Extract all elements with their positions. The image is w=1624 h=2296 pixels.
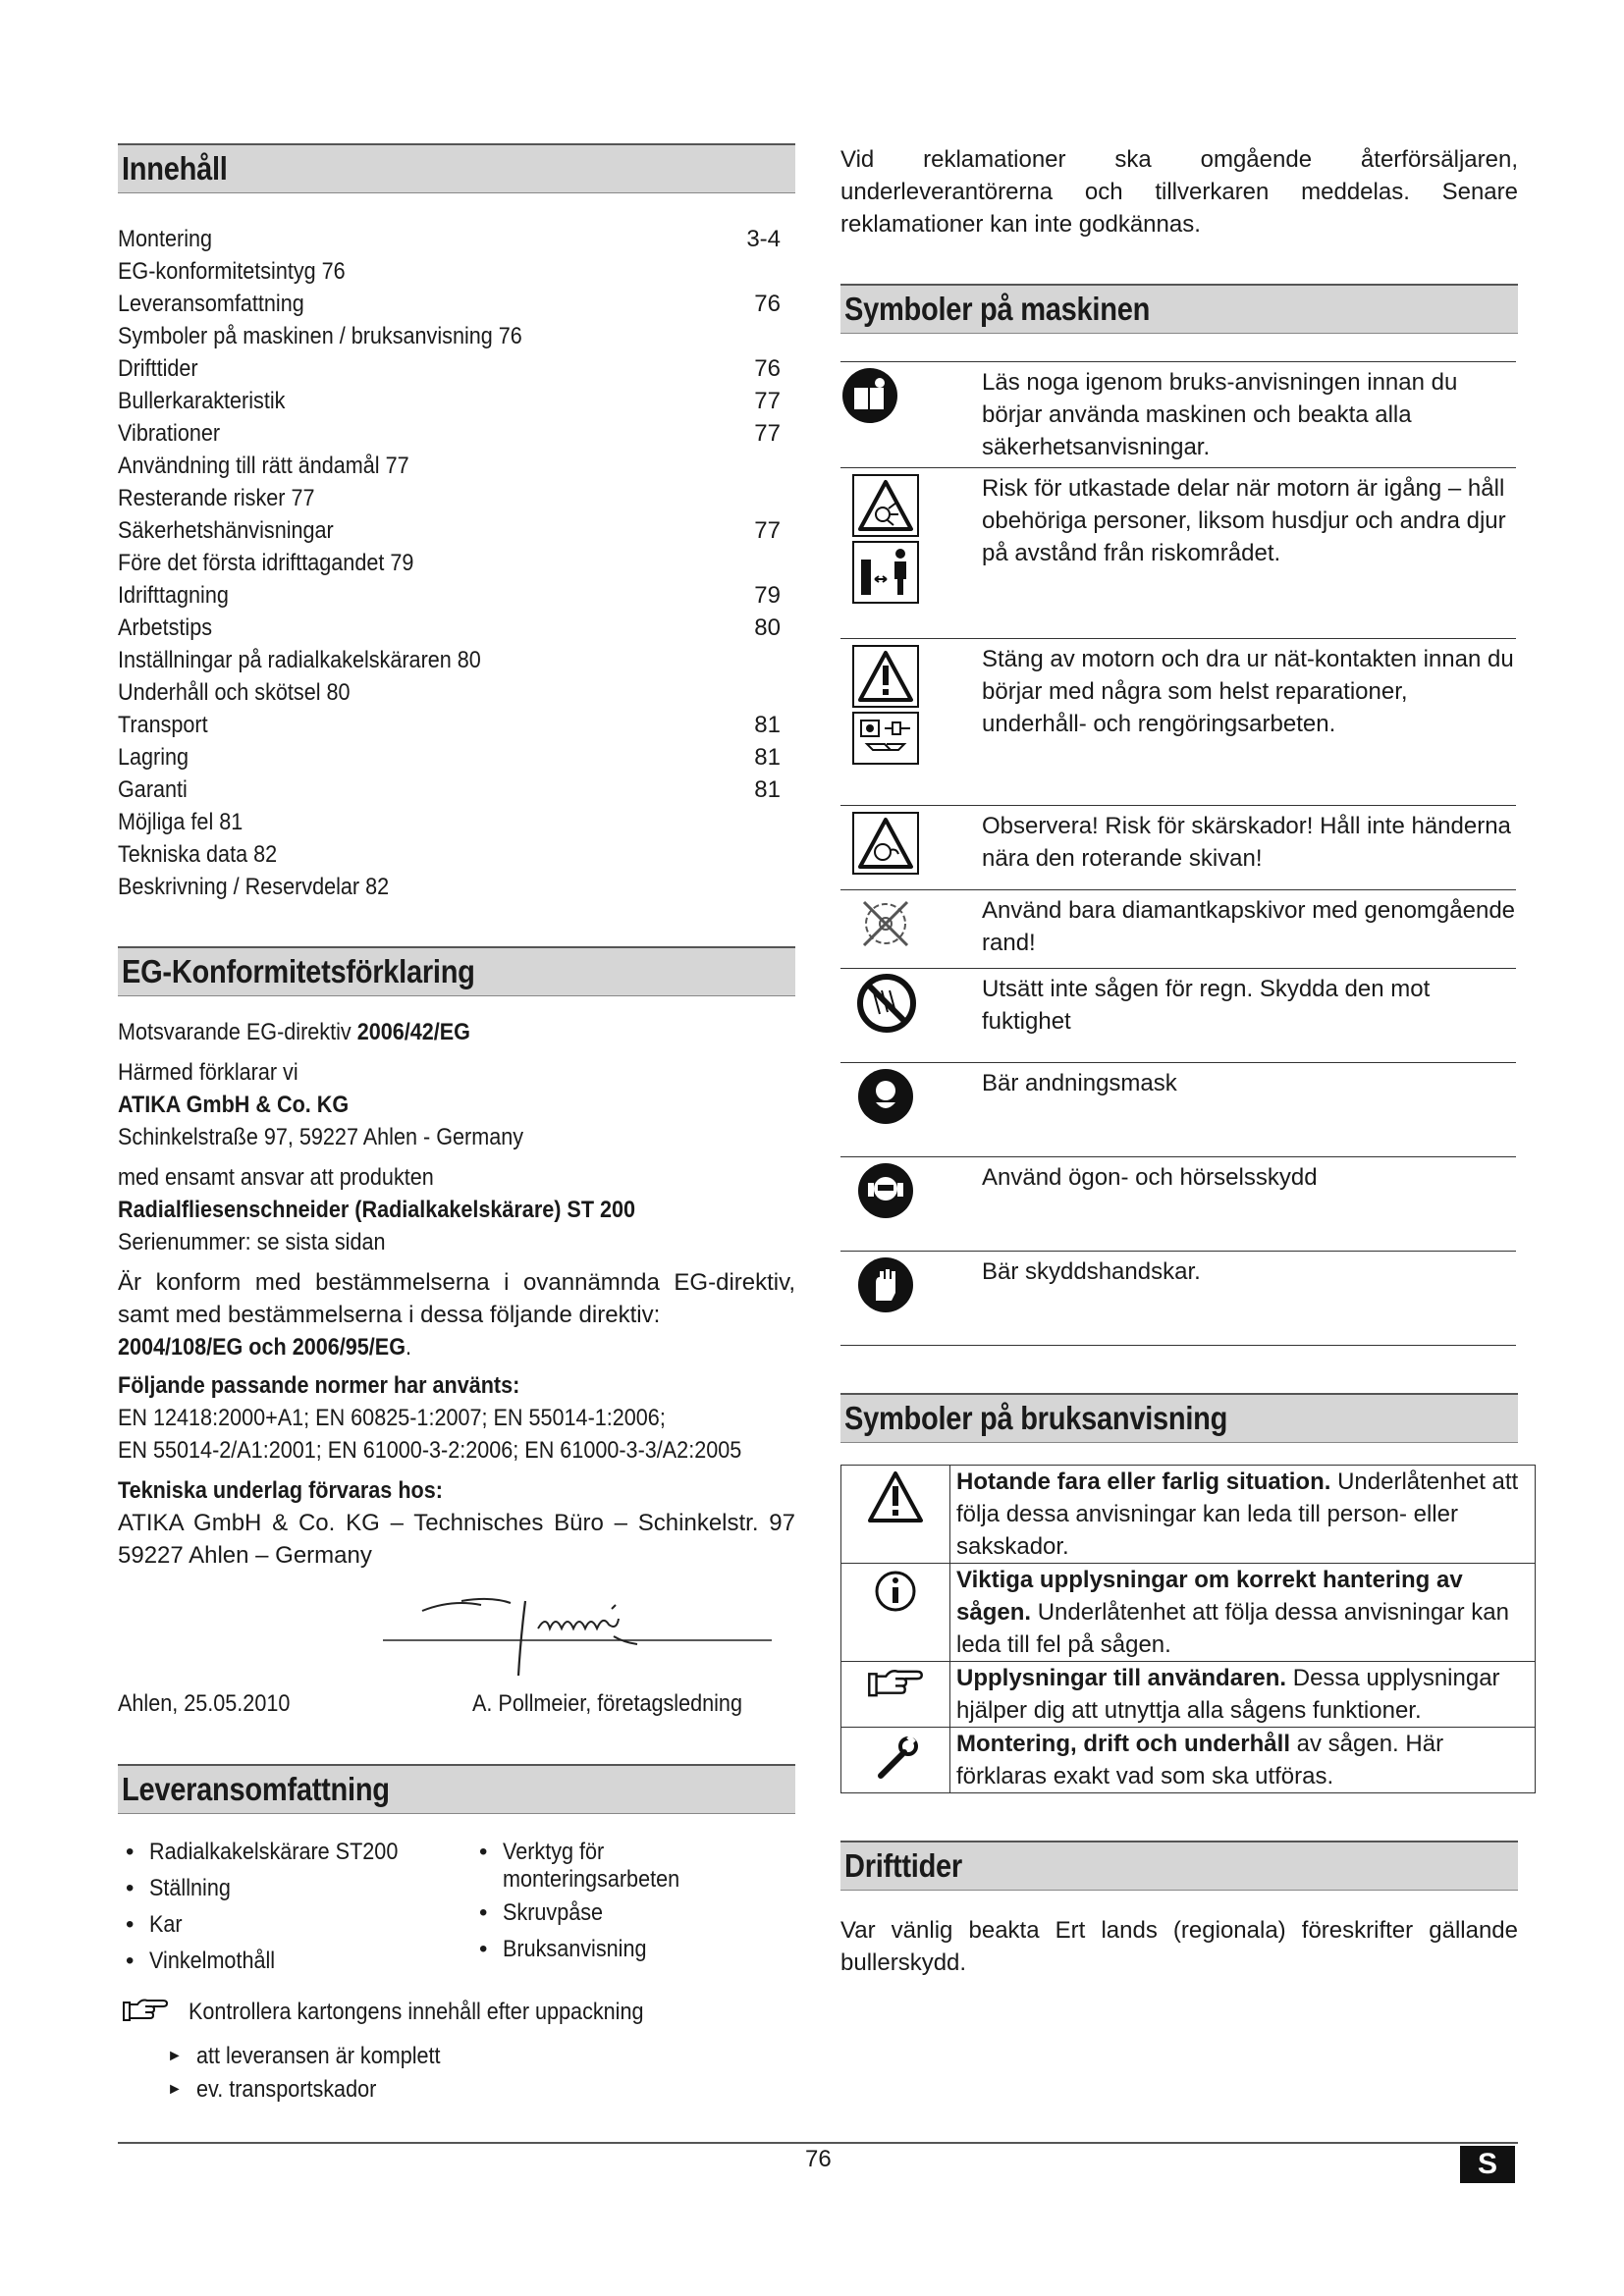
manual-symbol-description: Montering, drift och underhåll av sågen. Här förklaras exakt vad som ska utföras. xyxy=(950,1728,1536,1793)
list-item: • Verktyg för xyxy=(475,1834,699,1870)
toc-entry-label: Lagring xyxy=(118,744,189,771)
read-manual-icon xyxy=(840,366,978,430)
check-items xyxy=(118,2040,795,2107)
no-rain-icon xyxy=(840,973,978,1039)
unplug-warning-icon xyxy=(840,643,978,767)
symbol-description: Läs noga igenom bruks-anvisningen innan du börjar använda maskinen och beakta alla säkerhetsanvisningar. xyxy=(978,362,1516,468)
symbol-description: Bär andningsmask xyxy=(978,1063,1516,1157)
tech-docs-text: ATIKA GmbH & Co. KG – Technisches Büro – Schinkelstr. 97 59227 Ahlen – Germany xyxy=(118,1510,795,1569)
toc-entry xyxy=(118,741,795,774)
operating-times-heading: Drifttider xyxy=(840,1841,1518,1891)
toc-entry-label: Leveransomfattning xyxy=(118,291,304,317)
toc-entry-page: 80 xyxy=(754,614,781,641)
blade-cut-warning-icon xyxy=(840,810,978,877)
check-item: ► ev. transportskador xyxy=(167,2073,795,2107)
toc-entry-label: Bullerkarakteristik xyxy=(118,388,286,414)
company-address: Schinkelstraße 97, 59227 Ahlen - Germany xyxy=(118,1124,524,1150)
toc-entry xyxy=(118,547,795,579)
signature-image xyxy=(118,1572,795,1687)
symbol-row xyxy=(840,890,1516,969)
product-name: Radialfliesenschneider (Radialkakelskärare) ST 200 xyxy=(118,1197,636,1223)
toc-entry-page: 81 xyxy=(754,712,781,738)
gloves-icon xyxy=(840,1255,978,1319)
symbol-description: Observera! Risk för skärskador! Håll inte händerna nära den roterande skivan! xyxy=(978,806,1516,890)
toc-entry-label: Före det första idrifttagandet 79 xyxy=(118,550,414,576)
manual-symbol-row xyxy=(841,1662,1536,1728)
toc-entry xyxy=(118,838,795,871)
toc-entry-page: 77 xyxy=(754,420,781,447)
toc-entry xyxy=(118,450,795,482)
toc-entry-label: Montering xyxy=(118,226,213,252)
directive-line: Motsvarande EG-direktiv 2006/42/EG xyxy=(118,1019,470,1045)
toc-entry xyxy=(118,676,795,709)
symbol-description: Stäng av motorn och dra ur nät-kontakten innan du börjar med några som helst reparationer, underhåll- och rengöringsarbeten. xyxy=(978,639,1516,806)
wrench-icon xyxy=(842,1733,948,1790)
list-item: • Radialkakelskärare ST200 xyxy=(122,1834,425,1870)
symbol-description: Använd ögon- och hörselsskydd xyxy=(978,1157,1516,1252)
machine-symbols-table xyxy=(840,361,1516,1346)
norms-title: Följande passande normer har använts: xyxy=(118,1372,520,1399)
signature-area xyxy=(118,1572,795,1687)
toc-entry xyxy=(118,352,795,385)
toc-entry-page: 3-4 xyxy=(746,226,781,252)
toc-entry xyxy=(118,514,795,547)
toc-entry-label: Symboler på maskinen / bruksanvisning 76 xyxy=(118,323,522,349)
symbol-row xyxy=(840,806,1516,890)
info-icon xyxy=(842,1569,948,1623)
toc-entry-page: 81 xyxy=(754,744,781,771)
operating-times-text: Var vänlig beakta Ert lands (regionala) föreskrifter gällande bullerskydd. xyxy=(840,1917,1518,1976)
toc-entry xyxy=(118,223,795,255)
toc-entry xyxy=(118,385,795,417)
toc-entry-page: 76 xyxy=(754,355,781,382)
toc-entry-label: Transport xyxy=(118,712,208,738)
tech-docs-title: Tekniska underlag förvaras hos: xyxy=(118,1477,443,1504)
toc-entry-page: 76 xyxy=(754,291,781,317)
pointing-hand-icon xyxy=(122,1997,169,2035)
toc-entry-label: Säkerhetshänvisningar xyxy=(118,517,334,544)
toc-entry-label: Inställningar på radialkakelskäraren 80 xyxy=(118,647,481,673)
toc-entry xyxy=(118,417,795,450)
toc-entry-label: Garanti xyxy=(118,776,188,803)
toc-entry-label: Beskrivning / Reservdelar 82 xyxy=(118,874,390,900)
symbol-row xyxy=(840,969,1516,1063)
responsibility-line: med ensamt ansvar att produkten xyxy=(118,1164,434,1191)
toc-entry xyxy=(118,612,795,644)
check-note: Kontrollera kartongens innehåll efter uppackning xyxy=(118,1995,795,2030)
directives-line: 2004/108/EG och 2006/95/EG. xyxy=(118,1334,411,1361)
scope-col-2 xyxy=(475,1834,699,1967)
conform-text: Är konform med bestämmelserna i ovannämnda EG-direktiv, samt med bestämmelserna i dessa följande direktiv: xyxy=(118,1269,795,1328)
list-item: • Kar xyxy=(122,1906,425,1943)
toc-entry xyxy=(118,871,795,903)
no-segmented-disc-icon xyxy=(840,894,978,958)
danger-icon xyxy=(842,1470,948,1532)
scope-heading: Leveransomfattning xyxy=(118,1764,795,1814)
symbol-row xyxy=(840,468,1516,639)
company-name: ATIKA GmbH & Co. KG xyxy=(118,1092,350,1118)
footer-rule xyxy=(118,2142,1518,2144)
norms-line-2: EN 55014-2/A1:2001; EN 61000-3-2:2006; EN 61000-3-3/A2:2005 xyxy=(118,1437,742,1464)
left-column xyxy=(118,143,795,2107)
manual-symbol-row xyxy=(841,1728,1536,1793)
manual-symbol-row xyxy=(841,1466,1536,1564)
table-of-contents xyxy=(118,223,795,903)
toc-entry-page: 81 xyxy=(754,776,781,803)
toc-entry xyxy=(118,482,795,514)
flying-parts-warning-icon xyxy=(840,472,978,606)
toc-entry xyxy=(118,255,795,288)
eye-ear-protection-icon xyxy=(840,1161,978,1225)
language-badge: S xyxy=(1460,2146,1515,2183)
toc-entry-label: Underhåll och skötsel 80 xyxy=(118,679,351,706)
declare-line: Härmed förklarar vi xyxy=(118,1059,298,1086)
machine-symbols-heading: Symboler på maskinen xyxy=(840,284,1518,334)
toc-entry-label: Vibrationer xyxy=(118,420,221,447)
signature-row xyxy=(118,1687,795,1723)
complaints-text: Vid reklamationer ska omgående återförsäljaren, underleverantörerna och tillverkaren meddelas. Senare reklamationer kan inte godkännas. xyxy=(840,146,1518,238)
right-column xyxy=(840,143,1518,1979)
manual-symbol-description: Viktiga upplysningar om korrekt hantering av sågen. Underlåtenhet att följa dessa anvisningar kan leda till fel på sågen. xyxy=(950,1564,1536,1662)
toc-entry xyxy=(118,644,795,676)
symbol-row xyxy=(840,1252,1516,1346)
norms-line-1: EN 12418:2000+A1; EN 60825-1:2007; EN 55014-1:2006; xyxy=(118,1405,666,1431)
list-item: • Vinkelmothåll xyxy=(122,1943,425,1979)
symbol-row xyxy=(840,362,1516,468)
scope-col-1 xyxy=(122,1834,425,1979)
toc-entry-label: Resterande risker 77 xyxy=(118,485,315,511)
toc-entry xyxy=(118,579,795,612)
toc-entry-label: EG-konformitetsintyg 76 xyxy=(118,258,346,285)
list-item: • Bruksanvisning xyxy=(475,1931,699,1967)
check-item: ► att leveransen är komplett xyxy=(167,2040,795,2073)
toc-entry xyxy=(118,709,795,741)
symbol-description: Utsätt inte sågen för regn. Skydda den mot fuktighet xyxy=(978,969,1516,1063)
toc-entry xyxy=(118,288,795,320)
toc-entry xyxy=(118,806,795,838)
conformity-heading: EG-Konformitetsförklaring xyxy=(118,946,795,996)
symbol-row xyxy=(840,1063,1516,1157)
list-item: • Skruvpåse xyxy=(475,1895,699,1931)
scope-list xyxy=(118,1834,795,1991)
toc-entry-label: Idrifttagning xyxy=(118,582,229,609)
manual-symbols-heading: Symboler på bruksanvisning xyxy=(840,1393,1518,1443)
list-item: • Ställning xyxy=(122,1870,425,1906)
symbol-description: Använd bara diamantkapskivor med genomgående rand! xyxy=(978,890,1516,969)
toc-entry-page: 77 xyxy=(754,517,781,544)
toc-entry-label: Arbetstips xyxy=(118,614,213,641)
toc-entry-page: 77 xyxy=(754,388,781,414)
toc-entry-page: 79 xyxy=(754,582,781,609)
list-item-continuation: monteringsarbeten xyxy=(503,1866,680,1893)
toc-entry-label: Användning till rätt ändamål 77 xyxy=(118,453,409,479)
symbol-description: Risk för utkastade delar när motorn är igång – håll obehöriga personer, liksom husdjur och andra djur på avstånd från riskområdet. xyxy=(978,468,1516,639)
signatory: A. Pollmeier, företagsledning xyxy=(472,1690,742,1717)
toc-heading: Innehåll xyxy=(118,143,795,193)
symbol-row xyxy=(840,639,1516,806)
toc-entry-label: Tekniska data 82 xyxy=(118,841,278,868)
manual-symbol-row xyxy=(841,1564,1536,1662)
page-number: 76 xyxy=(805,2146,832,2172)
toc-entry xyxy=(118,320,795,352)
place-date: Ahlen, 25.05.2010 xyxy=(118,1690,291,1717)
manual-symbols-table xyxy=(840,1465,1536,1793)
toc-entry-label: Drifttider xyxy=(118,355,198,382)
toc-entry xyxy=(118,774,795,806)
pointing-hand-icon xyxy=(842,1667,948,1709)
symbol-row xyxy=(840,1157,1516,1252)
symbol-description: Bär skyddshandskar. xyxy=(978,1252,1516,1346)
manual-symbol-description: Hotande fara eller farlig situation. Underlåtenhet att följa dessa anvisningar kan leda till person- eller sakskador. xyxy=(950,1466,1536,1564)
serial-line: Serienummer: se sista sidan xyxy=(118,1229,386,1255)
toc-entry-label: Möjliga fel 81 xyxy=(118,809,244,835)
respirator-icon xyxy=(840,1067,978,1131)
conformity-section xyxy=(118,1016,795,1723)
manual-symbol-description: Upplysningar till användaren. Dessa upplysningar hjälper dig att utnyttja alla sågens funktioner. xyxy=(950,1662,1536,1728)
